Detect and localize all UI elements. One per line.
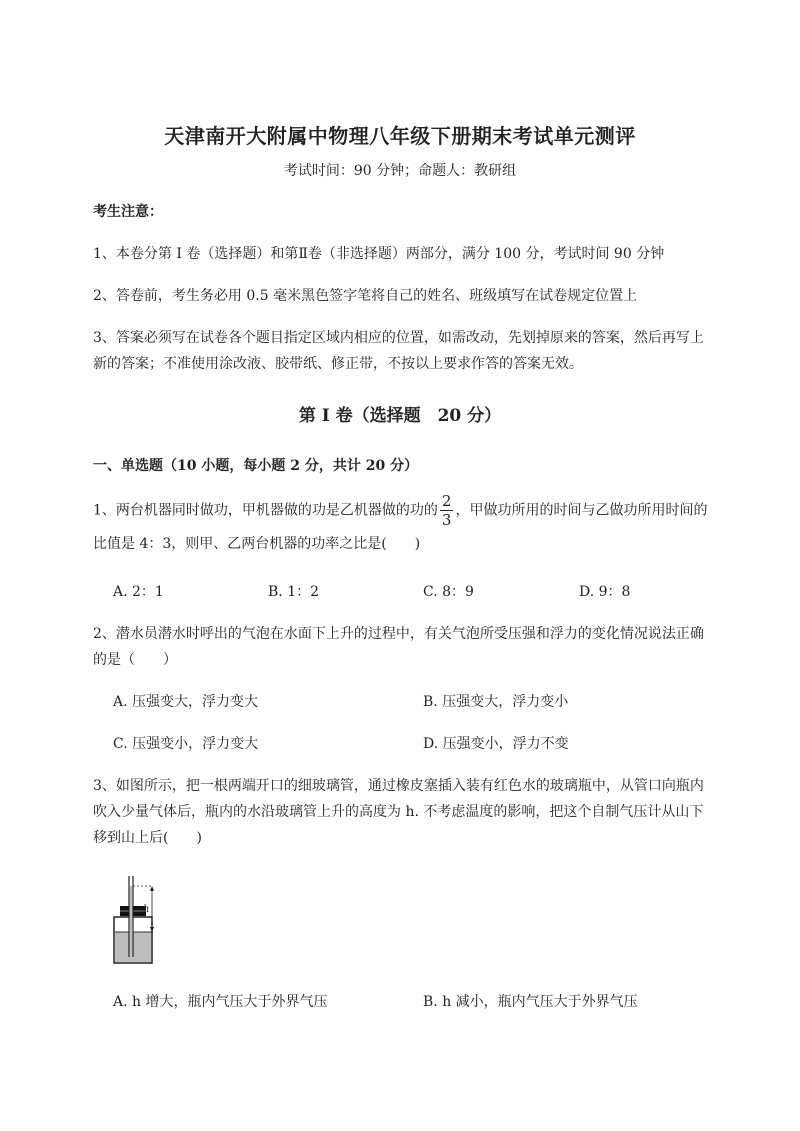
question-1-option-c[interactable]: C. 8：9 — [423, 584, 474, 600]
notice-item-3: 3、答案必须写在试卷各个题目指定区域内相应的位置，如需改动，先划掉原来的答案，然后再写上新的答案；不准使用涂改液、胶带纸、修正带，不按以上要求作答的答案无效。 — [93, 330, 704, 372]
fraction-numerator: 2 — [441, 492, 452, 510]
question-3-option-b[interactable]: B. h 减小，瓶内气压大于外界气压 — [423, 994, 638, 1010]
question-2-stem: 2、潜水员潜水时呼出的气泡在水面下上升的过程中，有关气泡所受压强和浮力的变化情况说法正确的是（ ） — [93, 626, 704, 668]
question-1-option-d[interactable]: D. 9：8 — [579, 584, 631, 600]
question-1-fraction — [440, 492, 454, 529]
question-3-stem: 3、如图所示，把一根两端开口的细玻璃管，通过橡皮塞插入装有红色水的玻璃瓶中，从管口向瓶内吹入少量气体后，瓶内的水沿玻璃管上升的高度为 h. 不考虑温度的影响，把这个自制气压计从山下移到山上后( ) — [93, 778, 704, 846]
question-1-stem-before: 1、两台机器同时做功，甲机器做的功是乙机器做的功的 — [93, 502, 438, 519]
exam-subtitle: 考试时间：90 分钟；命题人：教研组 — [283, 163, 517, 179]
question-1-stem-after: ，甲做功所用的时间与乙做功所用时间的比值是 4：3，则甲、乙两台机器的功率之比是( ) — [93, 502, 708, 552]
question-1-stem — [93, 492, 713, 559]
question-1-option-a[interactable]: A. 2：1 — [113, 584, 164, 600]
notice-item-1: 1、本卷分第 I 卷（选择题）和第Ⅱ卷（非选择题）两部分，满分 100 分，考试时间 90 分钟 — [93, 246, 665, 262]
fraction-denominator: 3 — [441, 511, 452, 529]
barometer-figure — [100, 872, 170, 967]
question-2-option-d[interactable]: D. 压强变小，浮力不变 — [423, 736, 569, 752]
part-heading: 一、单选题（10 小题，每小题 2 分，共计 20 分） — [93, 458, 419, 474]
question-2-option-c[interactable]: C. 压强变小，浮力变大 — [113, 736, 259, 752]
notice-item-2: 2、答卷前，考生务必用 0.5 毫米黑色签字笔将自己的姓名、班级填写在试卷规定位置上 — [93, 288, 638, 304]
question-2-option-b[interactable]: B. 压强变大，浮力变小 — [423, 694, 569, 710]
section-title: 第 I 卷（选择题 20 分） — [298, 406, 502, 426]
arrow-up-icon — [150, 886, 154, 891]
question-2-option-a[interactable]: A. 压强变大，浮力变大 — [113, 694, 259, 710]
exam-title: 天津南开大附属中物理八年级下册期末考试单元测评 — [164, 124, 636, 148]
question-3-option-a[interactable]: A. h 增大，瓶内气压大于外界气压 — [113, 994, 328, 1010]
question-1-option-b[interactable]: B. 1：2 — [268, 584, 320, 600]
height-label: h — [143, 904, 150, 915]
notice-heading: 考生注意： — [93, 204, 163, 220]
tube-water-column — [130, 886, 133, 957]
arrow-down-icon — [150, 927, 154, 932]
